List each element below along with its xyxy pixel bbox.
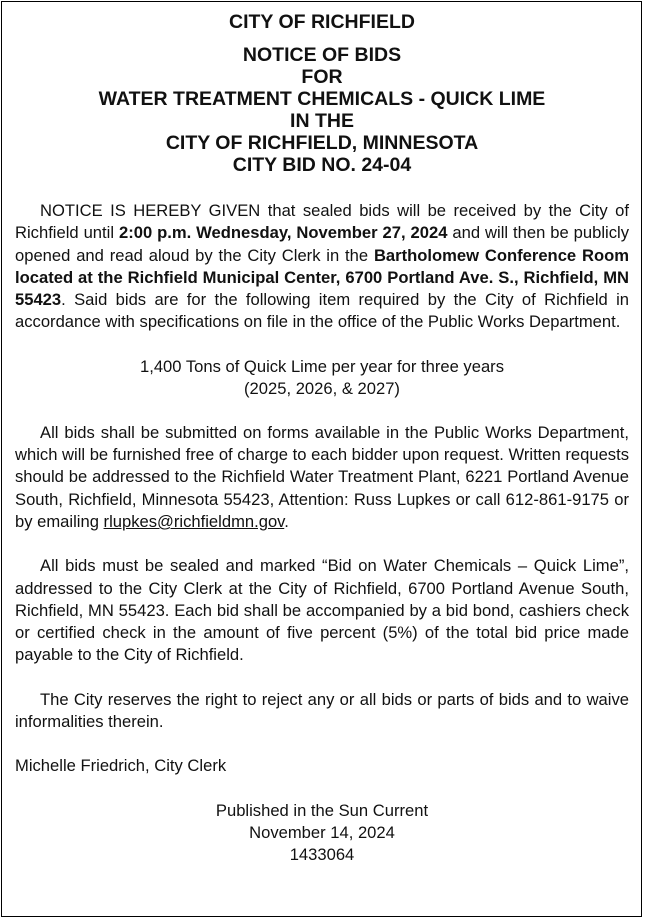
header-line-in-the: IN THE — [290, 110, 354, 132]
bid-opening-location: Bartholomew Conference Room located at the Richfield Municipal Center, 6700 Portland Ave. S., Richfield, MN 55423 — [15, 245, 629, 310]
paragraph-forms — [15, 422, 629, 533]
paragraph-reservation: The City reserves the right to reject any or all bids or parts of bids and to waive informalities therein. — [15, 689, 629, 732]
header-line-for: FOR — [301, 66, 343, 88]
publication-footer — [15, 800, 629, 866]
paragraph-notice-text-3: . Said bids are for the following item required by the City of Richfield in accordance with specifications on file in the office of the Public Works Department. — [15, 290, 629, 332]
signature: Michelle Friedrich, City Clerk — [15, 756, 227, 776]
bid-deadline: 2:00 p.m. Wednesday, November 27, 2024 — [118, 223, 448, 243]
paragraph-forms-text-1: All bids shall be submitted on forms available in the Public Works Department, which will be furnished free of charge to each bidder upon request. Written requests should be addressed to the Richfield Water Treatment Plant, 6221 Portland Avenue South, Richfield, Minnesota 55423, Attention: Russ Lupkes or call 612-861-9175 or by emailing — [15, 422, 630, 531]
published-in: Published in the Sun Current — [215, 801, 429, 821]
paragraph-forms-text-2: . — [284, 511, 289, 531]
header-line-city-state: CITY OF RICHFIELD, MINNESOTA — [165, 132, 479, 154]
notice-id: 1433064 — [289, 845, 355, 865]
header-line-subject: WATER TREATMENT CHEMICALS - QUICK LIME — [98, 88, 546, 110]
paragraph-notice-text-2: and will then be publicly opened and read aloud by the City Clerk in the — [15, 223, 629, 265]
bid-item-line-1: 1,400 Tons of Quick Lime per year for three years — [139, 356, 505, 376]
header-line-notice-of-bids: NOTICE OF BIDS — [242, 44, 402, 66]
paragraph-sealed-bids: All bids must be sealed and marked “Bid on Water Chemicals – Quick Lime”, addressed to the City Clerk at the City of Richfield, 6700 Portland Avenue South, Richfield, MN 55423. Each bid shall be accompanied by a bid bond, cashiers check or certified check in the amount of five percent (5%) of the total bid price made payable to the City of Richfield. — [15, 556, 629, 665]
publication-date: November 14, 2024 — [249, 823, 395, 843]
bid-item — [15, 356, 629, 400]
header-line-bid-number: CITY BID NO. 24-04 — [232, 154, 412, 176]
city-name: CITY OF RICHFIELD — [229, 11, 415, 33]
contact-email-link[interactable]: rlupkes@richfieldmn.gov — [103, 511, 285, 531]
bid-item-line-2: (2025, 2026, & 2027) — [244, 378, 400, 398]
notice-header — [15, 11, 629, 176]
legal-notice — [1, 1, 642, 917]
paragraph-notice — [15, 200, 629, 334]
paragraph-notice-text-1: NOTICE IS HEREBY GIVEN that sealed bids will be received by the City of Richfield until — [15, 201, 629, 243]
